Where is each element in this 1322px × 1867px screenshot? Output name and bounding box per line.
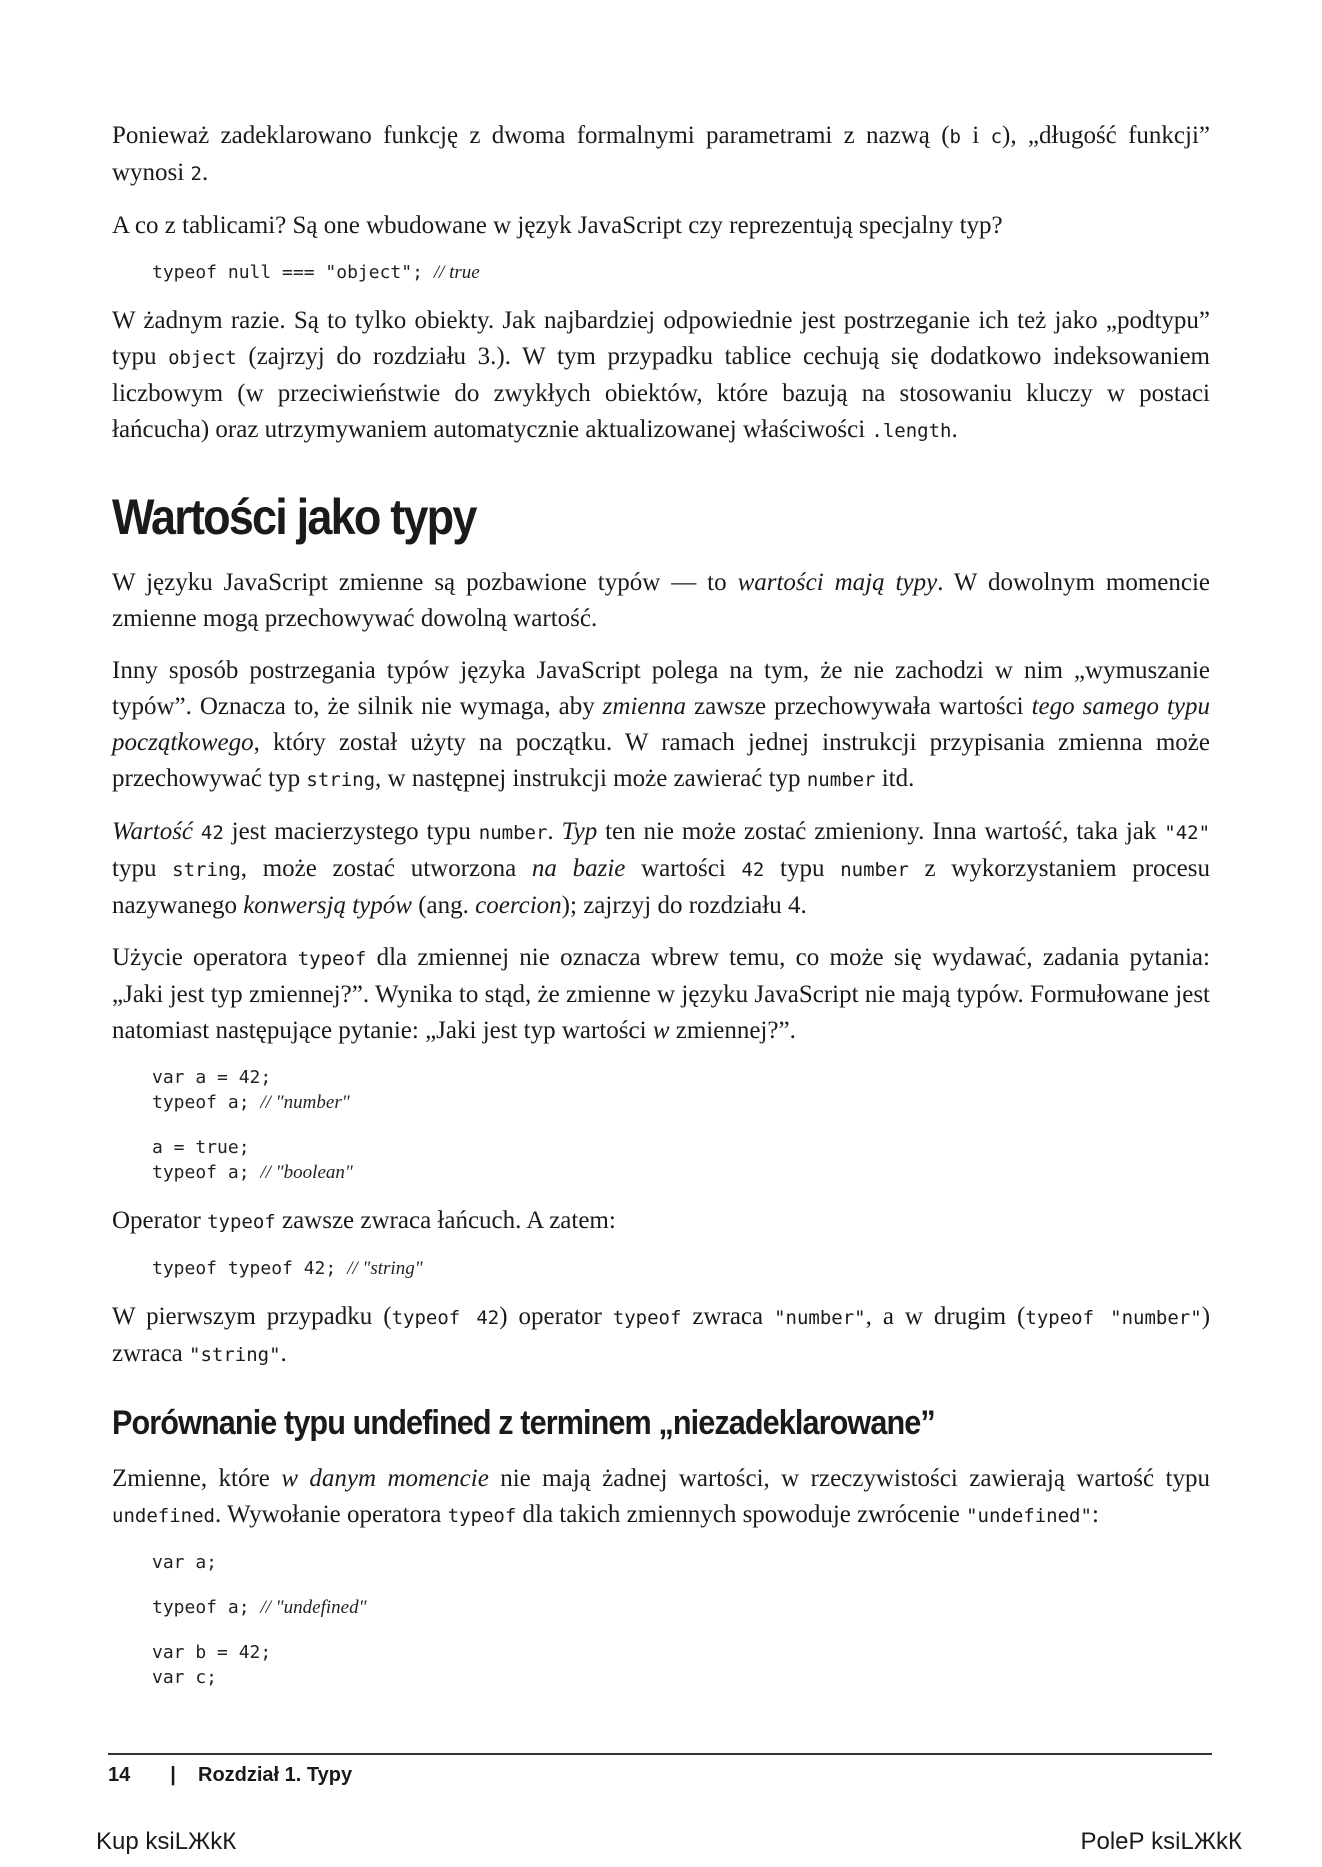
code-comment: // "undefined": [260, 1597, 367, 1618]
italic-text: na bazie: [531, 855, 626, 882]
text: ten nie może zostać zmieniony. Inna wartość, taka jak: [597, 818, 1165, 845]
footer-separator: |: [170, 1764, 176, 1786]
text: Inny sposób postrzegania typów języka JavaScript polega na tym, że nie zachodzi w nim „wymuszanie typów”. Oznacza to, że silnik nie wymaga, aby: [112, 657, 1210, 720]
paragraph: [112, 940, 1210, 1049]
page-content: [112, 118, 1210, 1708]
italic-text: coercion: [475, 892, 562, 919]
code-block: [152, 1256, 1210, 1281]
inline-code: b: [949, 126, 961, 148]
chapter-title: Rozdział 1. Typy: [198, 1764, 353, 1786]
code-line: [152, 1595, 1210, 1620]
text: ) operator: [499, 1303, 613, 1330]
paragraph: [112, 565, 1210, 637]
code-line: [152, 1090, 1210, 1115]
inline-code: object: [168, 347, 237, 369]
italic-text: tego samego typu początkowego: [112, 693, 1210, 756]
text: W pierwszym przypadku (: [112, 1303, 392, 1330]
text: , może zostać utworzona: [240, 855, 532, 882]
code-line: var c;: [152, 1667, 218, 1688]
text: itd.: [875, 765, 915, 792]
italic-text: w danym momencie: [281, 1465, 489, 1492]
text: (zajrzyj do rozdziału 3.). W tym przypadku tablice cechują się dodatkowo indeksowaniem liczbowym (w przeciwieństwie do zwykłych obiektów, które bazują na stosowaniu kluczy w postaci łańcucha) oraz utrzymywaniem automatycznie aktualizowanej właściwości: [112, 343, 1210, 443]
text: W żadnym razie. Są to tylko obiekty. Jak najbardziej odpowiednie jest postrzeganie ich też jako „podtypu” typu: [112, 307, 1210, 370]
text: [193, 818, 201, 845]
inline-code: typeof: [447, 1505, 517, 1527]
inline-code: "42": [1164, 822, 1211, 844]
code-line: typeof typeof 42;: [152, 1258, 348, 1279]
page-footer: [108, 1764, 352, 1787]
text: .: [951, 416, 958, 443]
text: .: [280, 1340, 287, 1367]
recommend-book-link[interactable]: PoleР ksiLЖkК: [1080, 1828, 1242, 1855]
text: Operator: [112, 1207, 208, 1234]
italic-text: Typ: [561, 818, 598, 845]
code-text: typeof a;: [152, 1597, 261, 1618]
code-block: [152, 1065, 1210, 1185]
code-block: [152, 260, 1210, 285]
inline-code: "string": [189, 1344, 281, 1366]
code-line: [152, 1160, 1210, 1185]
italic-text: wartości mają typy: [737, 569, 938, 596]
text: typu: [112, 855, 173, 882]
text: i: [961, 122, 991, 149]
paragraph: [112, 118, 1210, 192]
inline-code: typeof: [612, 1307, 682, 1329]
text: , który został użyty na początku. W ramach jednej instrukcji przypisania zmienna może przechowywać typ: [112, 729, 1210, 792]
paragraph: [112, 814, 1210, 924]
text: Ponieważ zadeklarowano funkcję z dwoma formalnymi parametrami z nazwą (: [112, 122, 950, 149]
inline-code: string: [306, 769, 376, 791]
text: z wykorzystaniem procesu nazywanego: [112, 855, 1210, 919]
text: (ang.: [411, 892, 476, 919]
paragraph: [112, 653, 1210, 798]
footer-rule: [108, 1753, 1212, 1755]
section-heading: Wartości jako typy: [112, 489, 476, 545]
code-comment: // true: [433, 262, 480, 283]
code-line: var a;: [152, 1552, 218, 1573]
code-comment: // "boolean": [260, 1162, 353, 1183]
text: . W dowolnym momencie zmienne mogą przechowywać dowolną wartość.: [112, 569, 1210, 632]
subsection-heading: Porównanie typu undefined z terminem „niezadeklarowane”: [112, 1404, 935, 1442]
inline-code: 42: [741, 859, 765, 881]
text: . Wywołanie operatora: [214, 1501, 448, 1528]
text: dla zmiennej nie oznacza wbrew temu, co może się wydawać, zadania pytania: „Jaki jest typ zmiennej?”. Wynika to stąd, że zmienne w języku JavaScript nie mają typów. Formułowane jest natomiast następujące pytanie: „Jaki jest typ wartości: [112, 944, 1210, 1044]
code-comment: // "number": [260, 1092, 350, 1113]
inline-code: typeof 42: [391, 1307, 500, 1329]
text: W języku JavaScript zmienne są pozbawione typów — to: [112, 569, 738, 596]
code-line: var b = 42;: [152, 1642, 272, 1663]
text: typu: [764, 855, 841, 882]
inline-code: typeof "number": [1025, 1307, 1202, 1329]
text: zawsze przechowywała wartości: [686, 693, 1032, 720]
inline-code: undefined: [112, 1505, 215, 1527]
code-text: typeof a;: [152, 1162, 261, 1183]
inline-code: "undefined": [966, 1505, 1092, 1527]
italic-text: konwersją typów: [243, 892, 412, 919]
inline-code: 42: [200, 822, 224, 844]
text: :: [1091, 1501, 1099, 1528]
text: zawsze zwraca łańcuch. A zatem:: [275, 1207, 616, 1234]
inline-code: number: [840, 859, 909, 881]
text: , w następnej instrukcji może zawierać typ: [375, 765, 807, 792]
code-comment: // "string": [347, 1258, 423, 1279]
text: nie mają żadnej wartości, w rzeczywistości zawierają wartość typu: [488, 1465, 1210, 1492]
text: Użycie operatora: [112, 944, 298, 971]
inline-code: c: [990, 126, 1003, 148]
text: Zmienne, które: [112, 1465, 282, 1492]
paragraph: [112, 1299, 1210, 1373]
code-block: [152, 1550, 1210, 1690]
text: , a w drugim (: [865, 1303, 1026, 1330]
text: dla takich zmiennych spowoduje zwrócenie: [516, 1501, 967, 1528]
paragraph: [112, 1461, 1210, 1534]
buy-book-link[interactable]: Kup ksiLЖkК: [96, 1828, 237, 1855]
paragraph: [112, 303, 1210, 449]
inline-code: typeof: [297, 948, 367, 970]
code-gap: [152, 1115, 1210, 1135]
paragraph: [112, 1203, 1210, 1240]
inline-code: number: [478, 822, 548, 844]
italic-text: Wartość: [112, 818, 194, 845]
inline-code: 2: [190, 163, 202, 185]
code-line: a = true;: [152, 1137, 250, 1158]
inline-code: "number": [774, 1307, 866, 1329]
code-line: typeof null === "object";: [152, 262, 434, 283]
inline-code: .length: [871, 420, 952, 442]
inline-code: typeof: [207, 1211, 276, 1233]
paragraph: A co z tablicami? Są one wbudowane w język JavaScript czy reprezentują specjalny typ?: [112, 212, 1003, 239]
text: jest macierzystego typu: [223, 818, 479, 845]
text: zwraca: [681, 1303, 775, 1330]
text: ); zajrzyj do rozdziału 4.: [561, 892, 807, 919]
text: ), „długość funkcji” wynosi: [112, 122, 1210, 186]
page-number: 14: [108, 1764, 131, 1786]
text: ) zwraca: [112, 1303, 1211, 1367]
italic-text: w: [652, 1017, 670, 1044]
inline-code: number: [806, 769, 876, 791]
code-gap: [152, 1575, 1210, 1595]
inline-code: string: [172, 859, 241, 881]
text: wartości: [625, 855, 742, 882]
text: .: [201, 159, 209, 186]
italic-text: zmienna: [602, 693, 686, 720]
code-line: var a = 42;: [152, 1067, 272, 1088]
text: .: [547, 818, 562, 845]
code-text: typeof a;: [152, 1092, 261, 1113]
text: zmiennej?”.: [669, 1017, 796, 1044]
code-gap: [152, 1620, 1210, 1640]
